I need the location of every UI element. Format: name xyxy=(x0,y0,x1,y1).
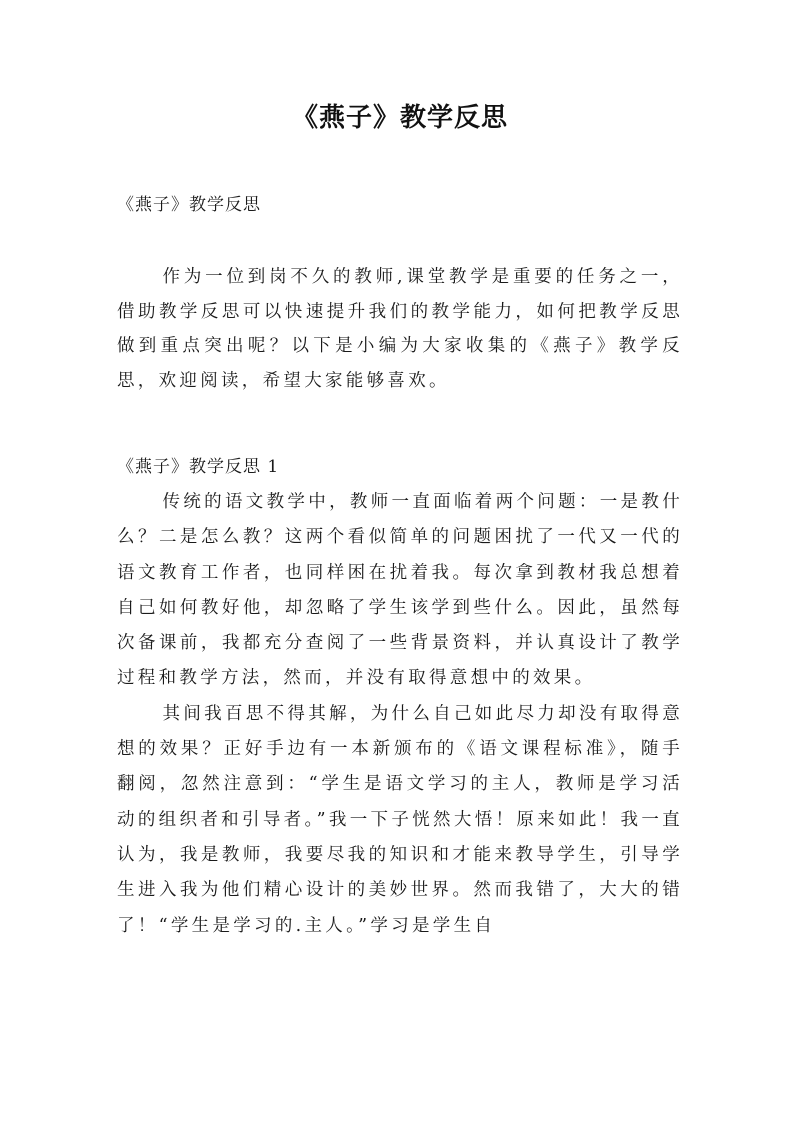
body-paragraph-2: 其间我百思不得其解，为什么自己如此尽力却没有取得意想的效果？正好手边有一本新颁布的《语文课程标准》，随手翻阅，忽然注意到：“学生是语文学习的主人，教师是学习活动的组织者和引导者。”我一下子恍然大悟！原来如此！我一直认为，我是教师，我要尽我的知识和才能来教导学生，引导学生进入我为他们精心设计的美妙世界。然而我错了，大大的错了！“学生是学习的.主人。”学习是学生自 xyxy=(117,703,683,936)
page-title: 《燕子》教学反思 xyxy=(291,103,508,133)
body-paragraph-1: 传统的语文教学中，教师一直面临着两个问题：一是教什么？二是怎么教？这两个看似简单的问题困扰了一代又一代的语文教育工作者，也同样困在扰着我。每次拿到教材我总想着自己如何教好他，却忽略了学生该学到些什么。因此，虽然每次备课前，我都充分查阅了一些背景资料，并认真设计了教学过程和教学方法，然而，并没有取得意想中的效果。 xyxy=(117,492,683,689)
section-body xyxy=(117,485,683,944)
section-heading: 《燕子》教学反思 1 xyxy=(117,457,280,477)
document-subtitle: 《燕子》教学反思 xyxy=(117,195,261,215)
intro-paragraph: 作为一位到岗不久的教师,课堂教学是重要的任务之一，借助教学反思可以快速提升我们的教学能力，如何把教学反思做到重点突出呢？以下是小编为大家收集的《燕子》教学反思，欢迎阅读，希望大家能够喜欢。 xyxy=(117,267,683,391)
